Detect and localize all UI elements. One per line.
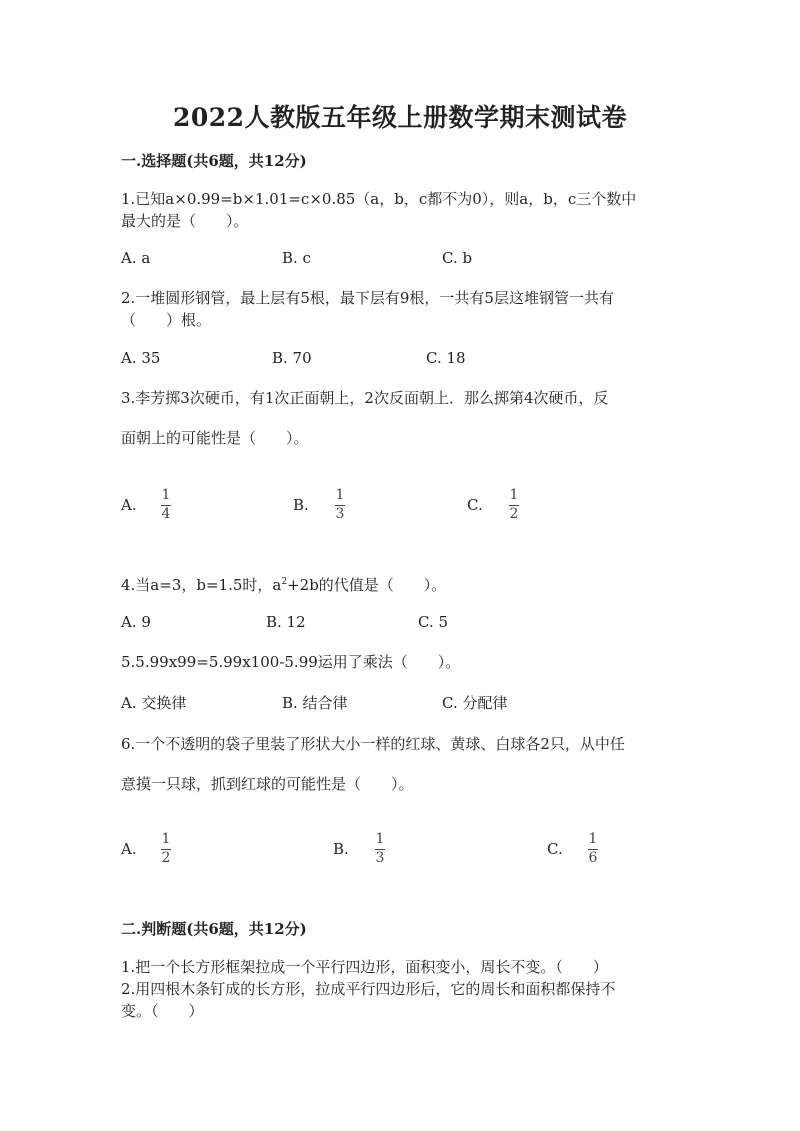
option-b: B. 12	[266, 613, 306, 631]
question-2-options	[121, 349, 681, 373]
option-a-label: A.	[121, 496, 137, 514]
question-text-prefix: 4.当a=3，b=1.5时，a	[121, 576, 282, 594]
question-3-options	[121, 488, 681, 528]
question-6	[121, 729, 681, 800]
section-heading-choice: 一.选择题(共6题，共12分)	[121, 152, 307, 170]
fraction-denominator: 3	[375, 850, 385, 866]
question-text-line: 6.一个不透明的袋子里装了形状大小一样的红球、黄球、白球各2只，从中任	[121, 735, 625, 753]
question-3	[121, 383, 681, 454]
option-b-fraction	[375, 832, 385, 866]
question-text-line: 5.5.99x99=5.99x100-5.99运用了乘法（ ）。	[121, 653, 461, 671]
fraction-numerator: 1	[509, 487, 519, 503]
option-b: B. c	[282, 249, 311, 267]
question-text-line: 面朝上的可能性是（ ）。	[121, 429, 309, 447]
option-a: A. 交换律	[121, 694, 187, 712]
option-c: C. 分配律	[442, 694, 508, 712]
question-text-line: 意摸一只球，抓到红球的可能性是（ ）。	[121, 775, 414, 793]
judgment-question-2	[121, 978, 681, 1022]
judgment-question-1	[121, 956, 681, 978]
question-text-line: （ ）根。	[121, 311, 212, 329]
fraction-numerator: 1	[161, 487, 171, 503]
option-a: A. 9	[121, 613, 151, 631]
fraction-denominator: 4	[161, 506, 171, 522]
question-text-line: 1.把一个长方形框架拉成一个平行四边形，面积变小，周长不变。（ ）	[121, 958, 608, 976]
option-b-fraction	[335, 488, 345, 522]
question-2	[121, 287, 681, 331]
fraction-denominator: 2	[161, 850, 171, 866]
question-text-line: 1.已知a×0.99=b×1.01=c×0.85（a，b，c都不为0），则a，b，c三个数中	[121, 190, 637, 208]
exponent: 2	[281, 577, 288, 587]
question-6-options	[121, 832, 681, 872]
option-b: B. 结合律	[282, 694, 348, 712]
question-text-line: 3.李芳掷3次硬币，有1次正面朝上，2次反面朝上．那么掷第4次硬币，反	[121, 389, 609, 407]
fraction-numerator: 1	[375, 831, 385, 847]
option-c-fraction	[588, 832, 598, 866]
question-5-options	[121, 692, 681, 716]
option-c-label: C.	[467, 496, 483, 514]
question-text-suffix: +2b的代值是（ ）。	[287, 576, 447, 594]
fraction-denominator: 3	[335, 506, 345, 522]
option-a: A. 35	[121, 349, 161, 367]
option-b-label: B.	[293, 496, 309, 514]
fraction-numerator: 1	[161, 831, 171, 847]
page-title: 2022人教版五年级上册数学期末测试卷	[172, 103, 628, 132]
question-1	[121, 188, 681, 232]
fraction-denominator: 2	[509, 506, 519, 522]
question-text-line: 2.用四根木条钉成的长方形，拉成平行四边形后，它的周长和面积都保持不	[121, 980, 616, 998]
section-heading-judgment: 二.判断题(共6题，共12分)	[121, 920, 307, 938]
option-a-fraction	[161, 832, 171, 866]
fraction-denominator: 6	[588, 850, 598, 866]
fraction-numerator: 1	[588, 831, 598, 847]
question-5	[121, 651, 681, 673]
option-c: C. 5	[418, 613, 449, 631]
option-a: A. a	[121, 249, 151, 267]
question-4-options	[121, 613, 681, 637]
option-c: C. 18	[426, 349, 466, 367]
option-a-label: A.	[121, 840, 137, 858]
option-b-label: B.	[333, 840, 349, 858]
question-4	[121, 571, 681, 596]
fraction-numerator: 1	[335, 487, 345, 503]
question-text-line: 最大的是（ ）。	[121, 212, 249, 230]
question-1-options	[121, 249, 681, 273]
question-text-line: 2.一堆圆形钢管，最上层有5根，最下层有9根，一共有5层这堆钢管一共有	[121, 289, 614, 307]
option-b: B. 70	[272, 349, 312, 367]
question-text-line: 变。（ ）	[121, 1002, 204, 1020]
option-c-fraction	[509, 488, 519, 522]
option-a-fraction	[161, 488, 171, 522]
option-c-label: C.	[547, 840, 563, 858]
option-c: C. b	[442, 249, 473, 267]
